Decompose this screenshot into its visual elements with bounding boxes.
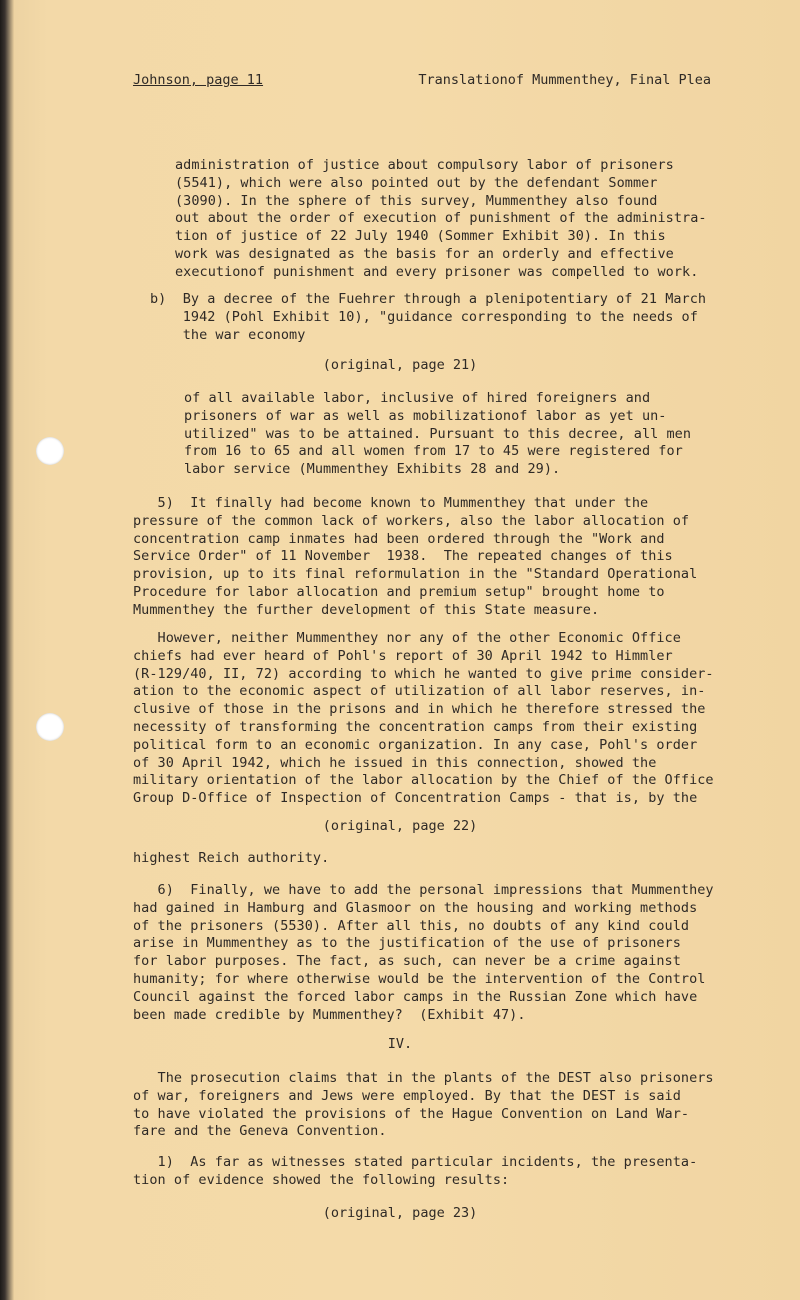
header-right: Translationof Mummenthey, Final Plea xyxy=(418,72,711,88)
page-marker-21: (original, page 21) xyxy=(322,357,478,373)
paragraph-administration: administration of justice about compulsory labor of prisoners (5541), which were also pointed out by the defendant Sommer (3090). In the sphere of this survey, Mummenthey also found out about the order of execution of punishment of the administra- tion of justice of 22 July 1940 (Sommer Exhibit 30). In this work was designated as the basis for an orderly and effective executionof punishment and every prisoner was compelled to work. xyxy=(175,157,707,280)
header-left: Johnson, page 11 xyxy=(133,72,264,88)
paragraph-6: 6) Finally, we have to add the personal impressions that Mummenthey had gained in Hamburg and Glasmoor on the housing and working methods of the prisoners (5530). After all this, no doubts of any kind could arise in Mummenthey as to the justification of the use of prisoners for labor purposes. The fact, as such, can never be a crime against humanity; for where otherwise would be the intervention of the Control Council against the forced labor camps in the Russian Zone which have been made credible by Mummenthey? (Exhibit 47). xyxy=(133,882,714,1023)
paragraph-however: However, neither Mummenthey nor any of the other Economic Office chiefs had ever heard of Pohl's report of 30 April 1942 to Himmler (R-129/40, II, 72) according to which he wanted to give prime consider- ation to the economic aspect of utilization of all labor reserves, in- clusive of those in the prisons and in which he therefore stressed the necessity of transforming the concentration camps from their existing political form to an economic organization. In any case, Pohl's order of 30 April 1942, which he issued in this connection, showed the military orientation of the labor allocation by the Chief of the Office Group D-Office of Inspection of Concentration Camps - that is, by the xyxy=(133,630,714,807)
paragraph-reich-authority: highest Reich authority. xyxy=(133,850,330,866)
scan-left-edge xyxy=(0,0,14,1300)
section-heading: IV. xyxy=(387,1036,413,1052)
paragraph-5: 5) It finally had become known to Mummenthey that under the pressure of the common lack of workers, also the labor allocation of concentration camp inmates had been ordered through the "Work and Service Order" of 11 November 1938. The repeated changes of this provision, up to its final reformulation in the "Standard Operational Procedure for labor allocation and premium setup" brought home to Mummenthey the further development of this State measure. xyxy=(133,495,698,618)
paragraph-b-decree: b) By a decree of the Fuehrer through a plenipotentiary of 21 March 1942 (Pohl Exhibit 10), "guidance corresponding to the needs of the war economy xyxy=(150,291,707,343)
page-marker-22: (original, page 22) xyxy=(322,818,478,834)
punch-hole xyxy=(36,713,64,741)
page-marker-23: (original, page 23) xyxy=(322,1205,478,1221)
punch-hole xyxy=(36,437,64,465)
paragraph-prosecution: The prosecution claims that in the plants of the DEST also prisoners of war, foreigners and Jews were employed. By that the DEST is said to have violated the provisions of the Hague Convention on Land War- fare and the Geneva Convention. xyxy=(133,1070,714,1140)
paragraph-1-witnesses: 1) As far as witnesses stated particular incidents, the presenta- tion of evidence showed the following results: xyxy=(133,1154,698,1188)
paragraph-available-labor: of all available labor, inclusive of hired foreigners and prisoners of war as well as mobilizationof labor as yet un- utilized" was to be attained. Pursuant to this decree, all men from 16 to 65 and all women from 17 to 45 were registered for labor service (Mummenthey Exhibits 28 and 29). xyxy=(184,390,692,478)
page-header xyxy=(133,72,711,92)
